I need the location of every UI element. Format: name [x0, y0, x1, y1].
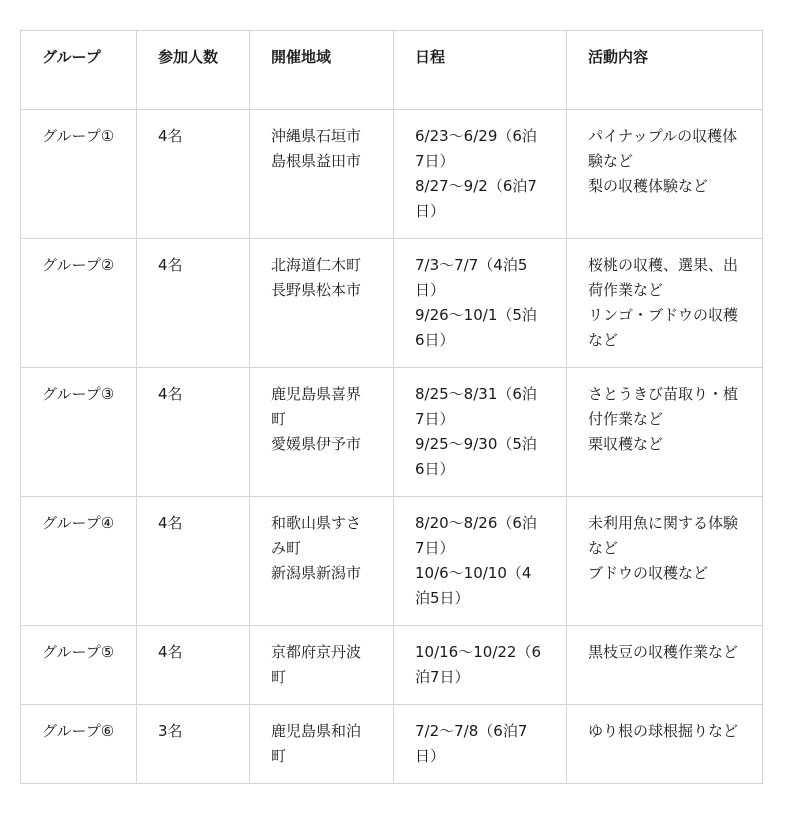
table-header-row — [21, 31, 763, 110]
schedule-line: 8/25～8/31（6泊7日） — [415, 385, 537, 428]
table-row — [21, 368, 763, 497]
group-cell: グループ③ — [21, 368, 137, 497]
group-cell: グループ④ — [21, 497, 137, 626]
schedule-line: 7/3～7/7（4泊5日） — [415, 256, 528, 299]
activities-cell — [567, 626, 763, 705]
header-activities: 活動内容 — [567, 31, 763, 110]
activity-line: ブドウの収穫など — [588, 564, 709, 582]
schedule-line: 7/2～7/8（6泊7日） — [415, 722, 528, 765]
schedule-line: 10/16～10/22（6泊7日） — [415, 643, 541, 686]
activities-cell — [567, 497, 763, 626]
region-line: 長野県松本市 — [271, 281, 362, 299]
region-cell — [250, 110, 394, 239]
group-cell: グループ① — [21, 110, 137, 239]
activities-cell — [567, 368, 763, 497]
participants-cell: 4名 — [137, 239, 250, 368]
schedule-cell — [394, 368, 567, 497]
table-row — [21, 626, 763, 705]
region-cell — [250, 705, 394, 784]
group-cell: グループ⑥ — [21, 705, 137, 784]
schedule-cell — [394, 626, 567, 705]
activities-cell — [567, 705, 763, 784]
group-cell: グループ⑤ — [21, 626, 137, 705]
group-schedule-table — [20, 30, 763, 784]
participants-cell: 4名 — [137, 626, 250, 705]
activity-line: ゆり根の球根掘りなど — [588, 722, 739, 740]
region-line: 鹿児島県和泊町 — [271, 722, 362, 765]
region-line: 和歌山県すさみ町 — [271, 514, 362, 557]
table-row — [21, 110, 763, 239]
header-schedule: 日程 — [394, 31, 567, 110]
activity-line: 梨の収穫体験など — [588, 177, 709, 195]
region-cell — [250, 368, 394, 497]
participants-cell: 3名 — [137, 705, 250, 784]
activity-line: 黒枝豆の収穫作業など — [588, 643, 739, 661]
participants-cell: 4名 — [137, 368, 250, 497]
activity-line: パイナップルの収穫体験など — [588, 127, 738, 170]
region-line: 島根県益田市 — [271, 152, 362, 170]
activity-line: 桜桃の収穫、選果、出荷作業など — [588, 256, 739, 299]
group-cell: グループ② — [21, 239, 137, 368]
schedule-line: 8/27～9/2（6泊7日） — [415, 177, 537, 220]
schedule-line: 9/25～9/30（5泊6日） — [415, 435, 537, 478]
header-participants: 参加人数 — [137, 31, 250, 110]
region-cell — [250, 626, 394, 705]
participants-cell: 4名 — [137, 497, 250, 626]
schedule-cell — [394, 110, 567, 239]
header-group: グループ — [21, 31, 137, 110]
activities-cell — [567, 110, 763, 239]
table-row — [21, 239, 763, 368]
participants-cell: 4名 — [137, 110, 250, 239]
region-line: 沖縄県石垣市 — [271, 127, 362, 145]
schedule-line: 6/23～6/29（6泊7日） — [415, 127, 537, 170]
schedule-cell — [394, 705, 567, 784]
region-cell — [250, 497, 394, 626]
schedule-line: 10/6～10/10（4泊5日） — [415, 564, 532, 607]
schedule-line: 8/20～8/26（6泊7日） — [415, 514, 537, 557]
schedule-line: 9/26～10/1（5泊6日） — [415, 306, 537, 349]
activities-cell — [567, 239, 763, 368]
region-line: 北海道仁木町 — [271, 256, 362, 274]
activity-line: 未利用魚に関する体験など — [588, 514, 739, 557]
region-cell — [250, 239, 394, 368]
table-row — [21, 705, 763, 784]
region-line: 京都府京丹波町 — [271, 643, 362, 686]
table-row — [21, 497, 763, 626]
activity-line: リンゴ・ブドウの収穫など — [588, 306, 739, 349]
activity-line: 栗収穫など — [588, 435, 664, 453]
schedule-cell — [394, 239, 567, 368]
schedule-cell — [394, 497, 567, 626]
region-line: 新潟県新潟市 — [271, 564, 362, 582]
region-line: 愛媛県伊予市 — [271, 435, 362, 453]
region-line: 鹿児島県喜界町 — [271, 385, 362, 428]
activity-line: さとうきび苗取り・植付作業など — [588, 385, 739, 428]
header-region: 開催地域 — [250, 31, 394, 110]
